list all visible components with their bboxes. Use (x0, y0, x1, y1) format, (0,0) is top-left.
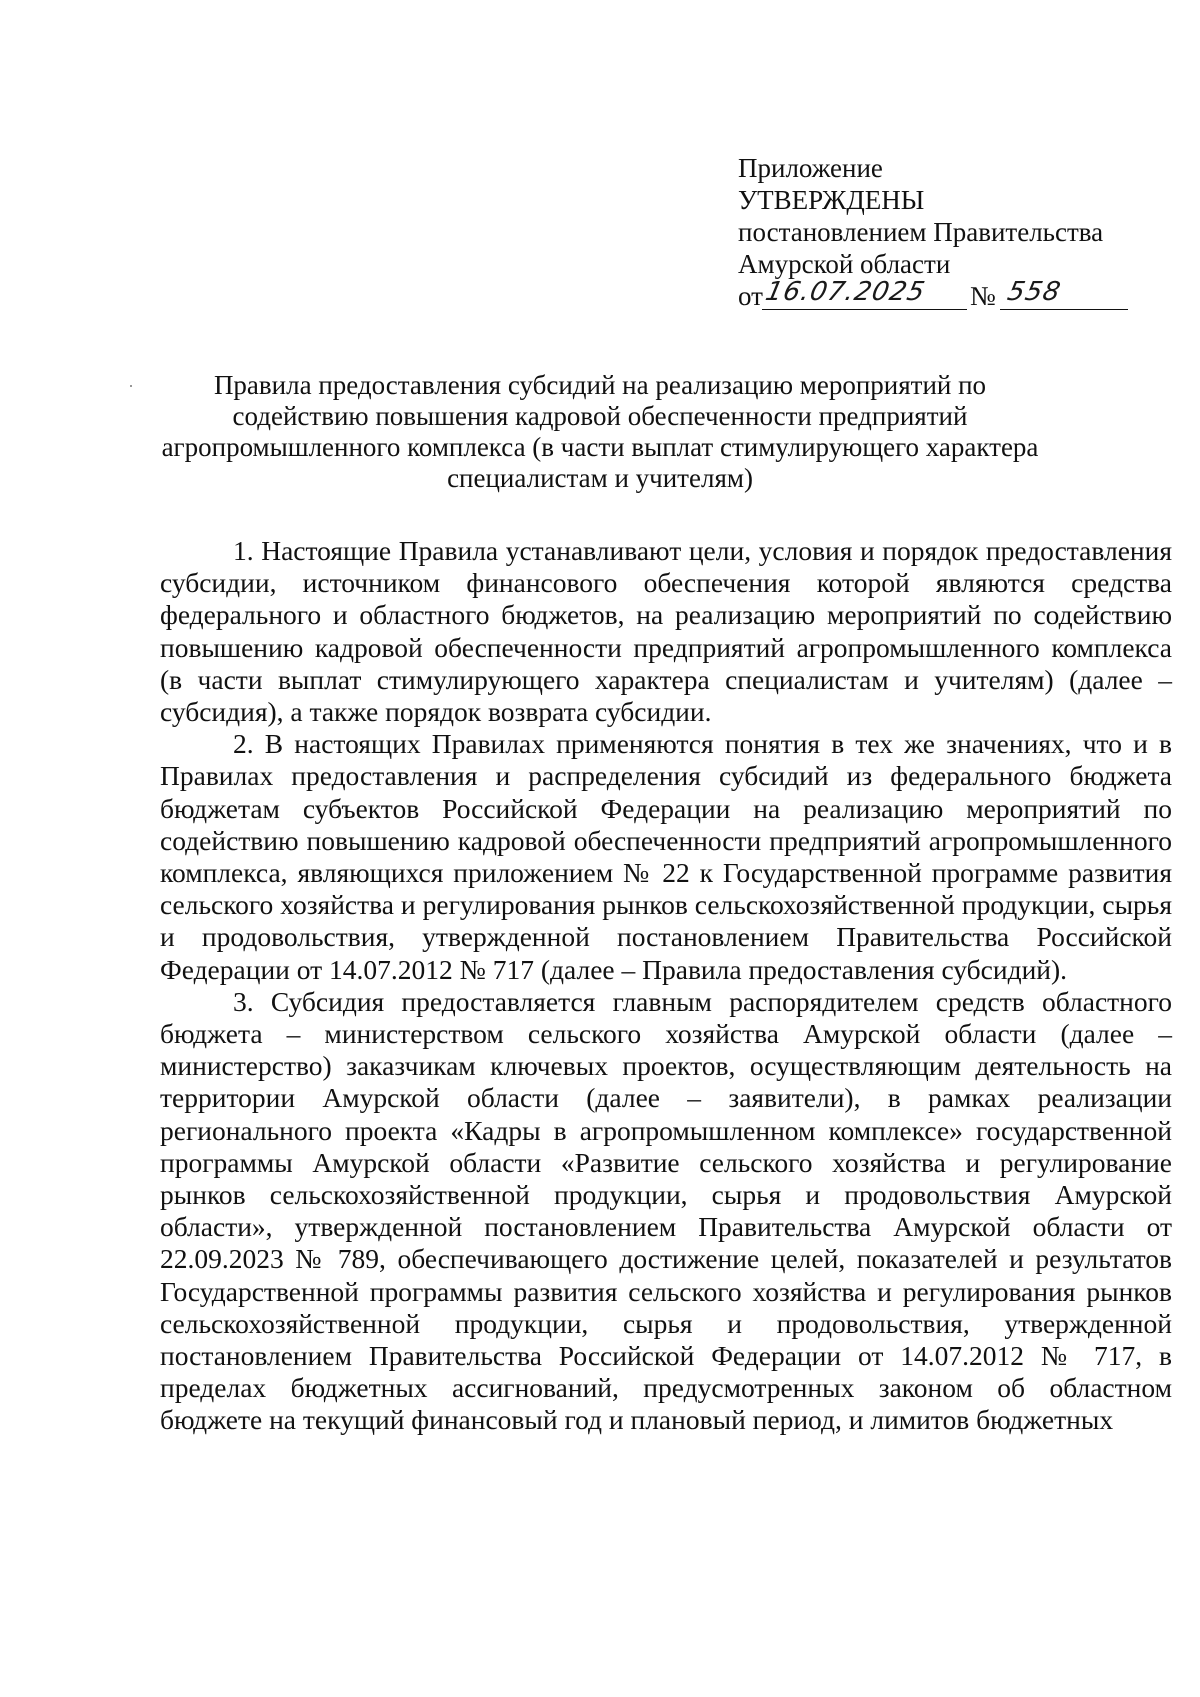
appendix-label: Приложение (738, 153, 883, 183)
date-number-line (738, 277, 1138, 314)
document-title: Правила предоставления субсидий на реализацию мероприятий по содействию повышения кадровой обеспеченности предприятий агропромышленного комплекса (в части выплат стимулирующего характера специалистам и учителям) (161, 370, 1039, 493)
approved-label: УТВЕРЖДЕНЫ (738, 185, 925, 215)
number-underline (1000, 309, 1128, 310)
document-body (160, 535, 1172, 1437)
scan-speck (130, 385, 132, 387)
resolution-label: постановлением Правительства (738, 217, 1104, 247)
paragraph-2: 2. В настоящих Правилах применяются понятия в тех же значениях, что и в Правилах предоставления и распределения субсидий из федерального бюджета бюджетам субъектов Российской Федерации на реализацию мероприятий по содействию повышению кадровой обеспеченности предприятий агропромышленного комплекса, являющихся приложением № 22 к Государственной программе развития сельского хозяйства и регулирования рынков сельскохозяйственной продукции, сырья и продовольствия, утвержденной постановлением Правительства Российской Федерации от 14.07.2012 № 717 (далее – Правила предоставления субсидий). (160, 728, 1172, 985)
paragraph-1: 1. Настоящие Правила устанавливают цели, условия и порядок предоставления субсидии, источником финансового обеспечения которой являются средства федерального и областного бюджетов, на реализацию мероприятий по содействию повышению кадровой обеспеченности предприятий агропромышленного комплекса (в части выплат стимулирующего характера специалистам и учителям) (далее – субсидия), а также порядок возврата субсидии. (160, 535, 1172, 728)
paragraph-3: 3. Субсидия предоставляется главным распорядителем средств областного бюджета – министерством сельского хозяйства Амурской области (далее – министерство) заказчикам ключевых проектов, осуществляющим деятельность на территории Амурской области (далее – заявители), в рамках реализации регионального проекта «Кадры в агропромышленном комплексе» государственной программы Амурской области «Развитие сельского хозяйства и регулирование рынков сельскохозяйственной продукции, сырья и продовольствия Амурской области», утвержденной постановлением Правительства Амурской области от 22.09.2023 № 789, обеспечивающего достижение целей, показателей и результатов Государственной программы развития сельского хозяйства и регулирования рынков сельскохозяйственной продукции, сырья и продовольствия, утвержденной постановлением Правительства Российской Федерации от 14.07.2012 № 717, в пределах бюджетных ассигнований, предусмотренных законом об областном бюджете на текущий финансовый год и плановый период, и лимитов бюджетных (160, 985, 1172, 1436)
date-prefix: от (738, 281, 763, 311)
number-prefix: № (970, 281, 996, 311)
date-underline (762, 309, 967, 310)
region-label: Амурской области (738, 249, 951, 279)
handwritten-number: 558 (1004, 277, 1064, 307)
handwritten-date: 16.07.2025 (762, 277, 929, 307)
approval-stamp-block (738, 152, 1138, 314)
